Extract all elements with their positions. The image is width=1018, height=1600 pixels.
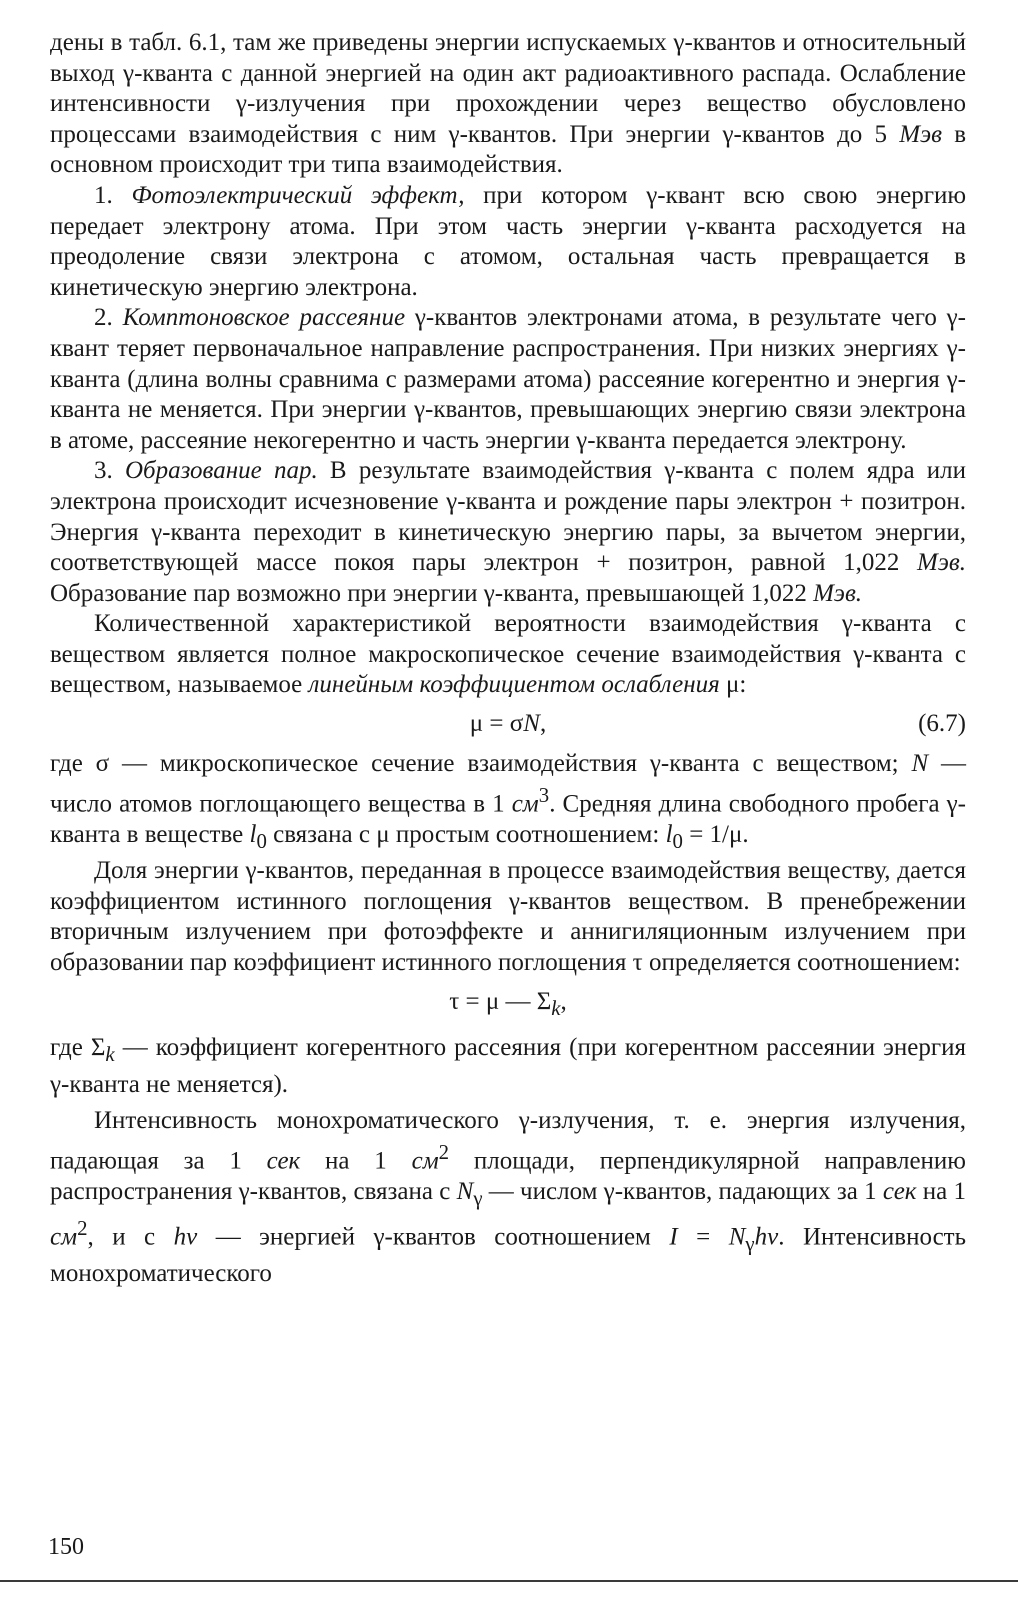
paragraph-attenuation: Количественной характеристикой вероятности взаимодействия γ-кванта с веществом является полное макроскопическое сечение взаимодействия γ-кванта с веществом, называемое линейным коэффициентом ослабления μ: [50, 610, 966, 699]
list-item-pair-production: 3. Образование пар. В результате взаимодействия γ-кванта с полем ядра или электрона происходит исчезновение γ-кванта и рождение пары электрон + позитрон. Энергия γ-кванта переходит в кинетическую энергию пары, за вычетом энергии, соответствующей массе покоя пары электрон + позитрон, равной 1,022 Мэв. Образование пар возможно при энергии γ-кванта, превышающей 1,022 Мэв. [50, 457, 967, 607]
body-text [50, 28, 966, 1290]
paragraph-where-sigma: где σ — микроскопическое сечение взаимодействия γ-кванта с веществом; N — число атомов поглощающего вещества в 1 $см^3$. Средняя длина свободного пробега γ-кванта в веществе $l_0$ связана с μ простым соотношением: $l_0 = 1/\mu$. [50, 750, 967, 853]
paragraph-intensity: Интенсивность монохроматического γ-излучения, т. е. энергия излучения, падающая за 1 сек на 1 $см^2$ площади, перпендикулярной направлению распространения γ-квантов, связана с $N_\gamma$ — числом γ-квантов, падающих за 1 сек на 1 $см^2$, и с hν — энергией γ-квантов соотношением $I = N_\gamma h\nu$. Интенсивность монохроматического [50, 1107, 967, 1288]
paragraph-where-sigma-k: где $\Sigma_k$ — коэффициент когерентного рассеяния (при когерентном рассеянии энергия γ-кванта не меняется). [50, 1034, 966, 1098]
list-item-compton: 2. Комптоновское рассеяние γ-квантов электронами атома, в результате чего γ-квант теряет первоначальное направление распространения. При низких энергиях γ-кванта (длина волны сравнима с размерами атома) рассеяние когерентно и энергия γ-кванта не меняется. При энергии γ-квантов, превышающих энергию связи электрона в атоме, рассеяние некогерентно и часть энергии γ-кванта передается электрону. [50, 304, 967, 454]
paragraph-intro: дены в табл. 6.1, там же приведены энергии испускаемых γ-квантов и относительный выход γ-кванта с данной энергией на один акт радиоактивного распада. Ослабление интенсивности γ-излучения при прохождении через вещество обусловлено процессами взаимодействия с ним γ-квантов. При энергии γ-квантов до 5 Мэв в основном происходит три типа взаимодействия. [50, 29, 967, 179]
bottom-edge-line [0, 1580, 1018, 1582]
equation-tau: τ = μ — $\Sigma_k$, [449, 987, 567, 1020]
page-number: 150 [48, 1534, 84, 1560]
equation-expression: μ = σN, [469, 710, 547, 738]
equation-number: (6.7) [918, 710, 966, 738]
list-item-photoeffect: 1. Фотоэлектрический эффект, при котором γ-квант всю свою энергию передает электрону атома. При этом часть энергии γ-кванта расходуется на преодоление связи электрона с атомом, остальная часть превращается в кинетическую энергию электрона. [50, 181, 966, 301]
paragraph-true-absorption: Доля энергии γ-квантов, переданная в процессе взаимодействия веществу, дается коэффициентом истинного поглощения γ-квантов веществом. В пренебрежении вторичным излучением при фотоэффекте и аннигиляционным излучением при образовании пар коэффициент истинного поглощения τ определяется соотношением: [50, 857, 966, 976]
equation-6-7 [50, 707, 966, 745]
